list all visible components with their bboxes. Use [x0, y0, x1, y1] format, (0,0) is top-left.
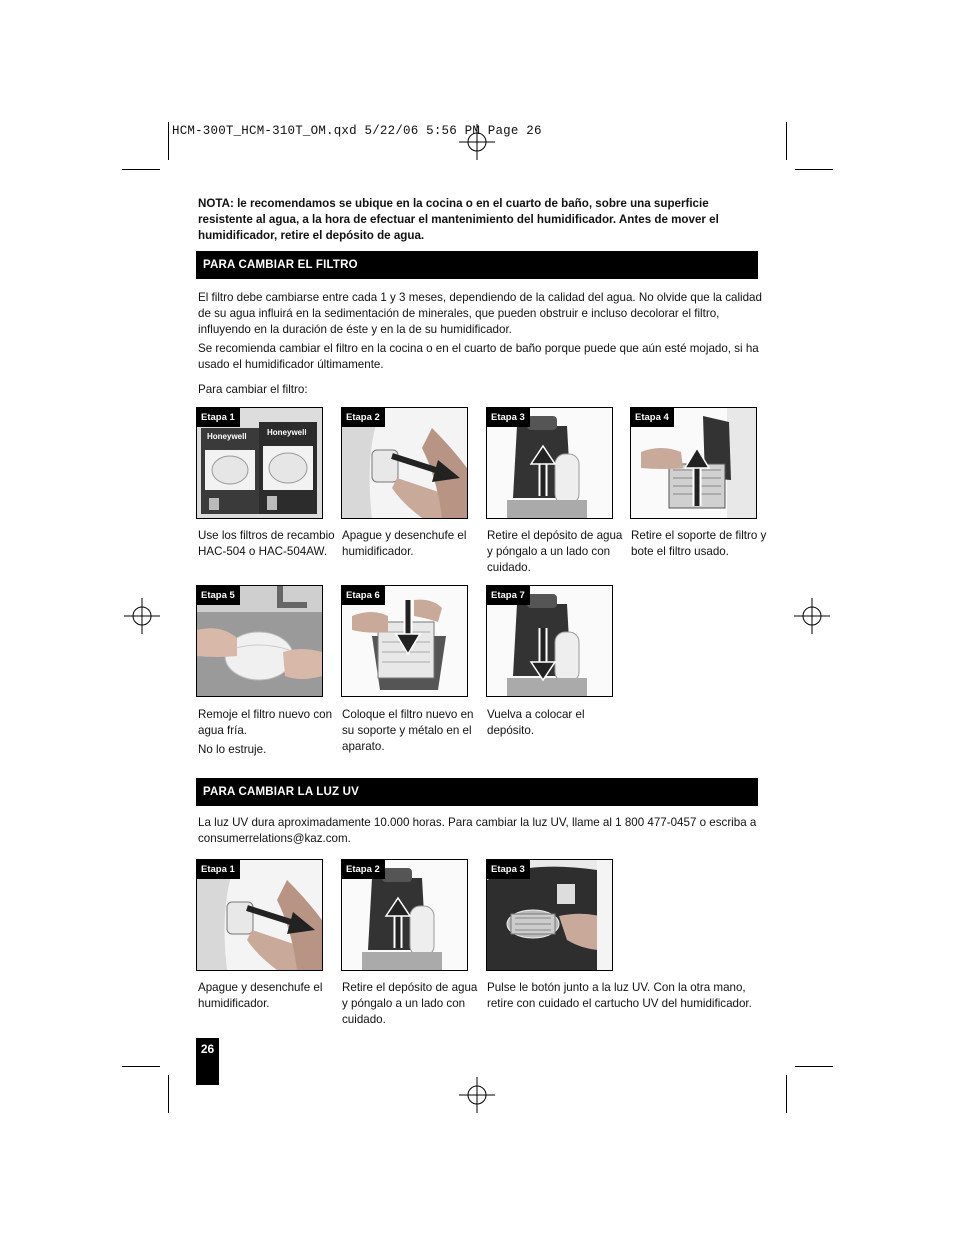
filter-paragraph-2: Se recomienda cambiar el filtro en la cocina o en el cuarto de baño porque puede que aún esté mojado, si ha usado el humidificador últimamente.	[198, 342, 759, 371]
registration-mark-icon	[459, 124, 495, 160]
brand-logo: Honeywell	[267, 428, 307, 437]
filter-paragraph-3: Para cambiar el filtro:	[198, 383, 308, 396]
filter-step-4-photo	[630, 407, 757, 519]
step-label: Etapa 6	[342, 586, 385, 605]
step-label: Etapa 1	[197, 860, 240, 879]
filter-step-1-photo	[196, 407, 323, 519]
crop-mark	[168, 1075, 169, 1113]
step-label: Etapa 2	[342, 860, 385, 879]
section-heading-uv: PARA CAMBIAR LA LUZ UV	[196, 778, 758, 806]
crop-mark	[795, 1066, 833, 1067]
step-label: Etapa 3	[487, 860, 530, 879]
filter-step-2-photo	[341, 407, 468, 519]
filter-step-2-caption: Apague y desenchufe el humidificador.	[342, 529, 467, 558]
section-heading-filter: PARA CAMBIAR EL FILTRO	[196, 251, 758, 279]
brand-logo: Honeywell	[207, 432, 247, 441]
registration-mark-icon	[459, 1077, 495, 1113]
crop-mark	[795, 169, 833, 170]
filter-step-5-caption-2: No lo estruje.	[198, 743, 267, 756]
filter-step-3-caption: Retire el depósito de agua y póngalo a un lado con cuidado.	[487, 529, 623, 574]
filter-step-4-caption: Retire el soporte de filtro y bote el filtro usado.	[631, 529, 767, 558]
filter-step-6-photo	[341, 585, 468, 697]
filter-step-3-photo	[486, 407, 613, 519]
registration-mark-icon	[794, 598, 830, 634]
step-label: Etapa 7	[487, 586, 530, 605]
uv-step-3-photo	[486, 859, 613, 971]
filter-step-6-caption: Coloque el filtro nuevo en su soporte y métalo en el aparato.	[342, 708, 474, 753]
uv-paragraph-1: La luz UV dura aproximadamente 10.000 horas. Para cambiar la luz UV, llame al 1 800 477-0457 o escriba a consumerrelations@kaz.com.	[198, 816, 757, 845]
step-label: Etapa 2	[342, 408, 385, 427]
crop-mark	[786, 1075, 787, 1113]
filter-step-5-photo	[196, 585, 323, 697]
filter-step-7-caption: Vuelva a colocar el depósito.	[487, 708, 585, 737]
uv-step-2-photo	[341, 859, 468, 971]
uv-step-3-caption: Pulse le botón junto a la luz UV. Con la otra mano, retire con cuidado el cartucho UV del humidificador.	[487, 981, 752, 1010]
crop-mark	[168, 122, 169, 160]
crop-mark	[786, 122, 787, 160]
uv-step-1-photo	[196, 859, 323, 971]
filter-step-1-caption: Use los filtros de recambio HAC-504 o HAC-504AW.	[198, 529, 335, 558]
registration-mark-icon	[124, 598, 160, 634]
step-label: Etapa 5	[197, 586, 240, 605]
step-label: Etapa 1	[197, 408, 240, 427]
filter-step-5-caption: Remoje el filtro nuevo con agua fría.	[198, 708, 333, 737]
uv-step-1-caption: Apague y desenchufe el humidificador.	[198, 981, 323, 1010]
crop-mark	[122, 169, 160, 170]
filter-step-7-photo	[486, 585, 613, 697]
crop-mark	[122, 1066, 160, 1067]
uv-step-2-caption: Retire el depósito de agua y póngalo a un lado con cuidado.	[342, 981, 478, 1026]
step-label: Etapa 3	[487, 408, 530, 427]
step-label: Etapa 4	[631, 408, 674, 427]
maintenance-note: NOTA: le recomendamos se ubique en la cocina o en el cuarto de baño, sobre una superficie resistente al agua, a la hora de efectuar el mantenimiento del humidificador. Antes de mover el humidificador, retire el depósito de agua.	[198, 197, 719, 242]
filter-paragraph-1: El filtro debe cambiarse entre cada 1 y 3 meses, dependiendo de la calidad del agua. No olvide que la calidad de su agua influirá en la sedimentación de minerales, que pueden obstruir e incluso decolorar el filtro, influyendo en la duración de éste y en la de su humidificador.	[198, 291, 762, 336]
file-slug-line: HCM-300T_HCM-310T_OM.qxd 5/22/06 5:56 PM Page 26	[172, 124, 542, 138]
page-number: 26	[196, 1038, 219, 1085]
